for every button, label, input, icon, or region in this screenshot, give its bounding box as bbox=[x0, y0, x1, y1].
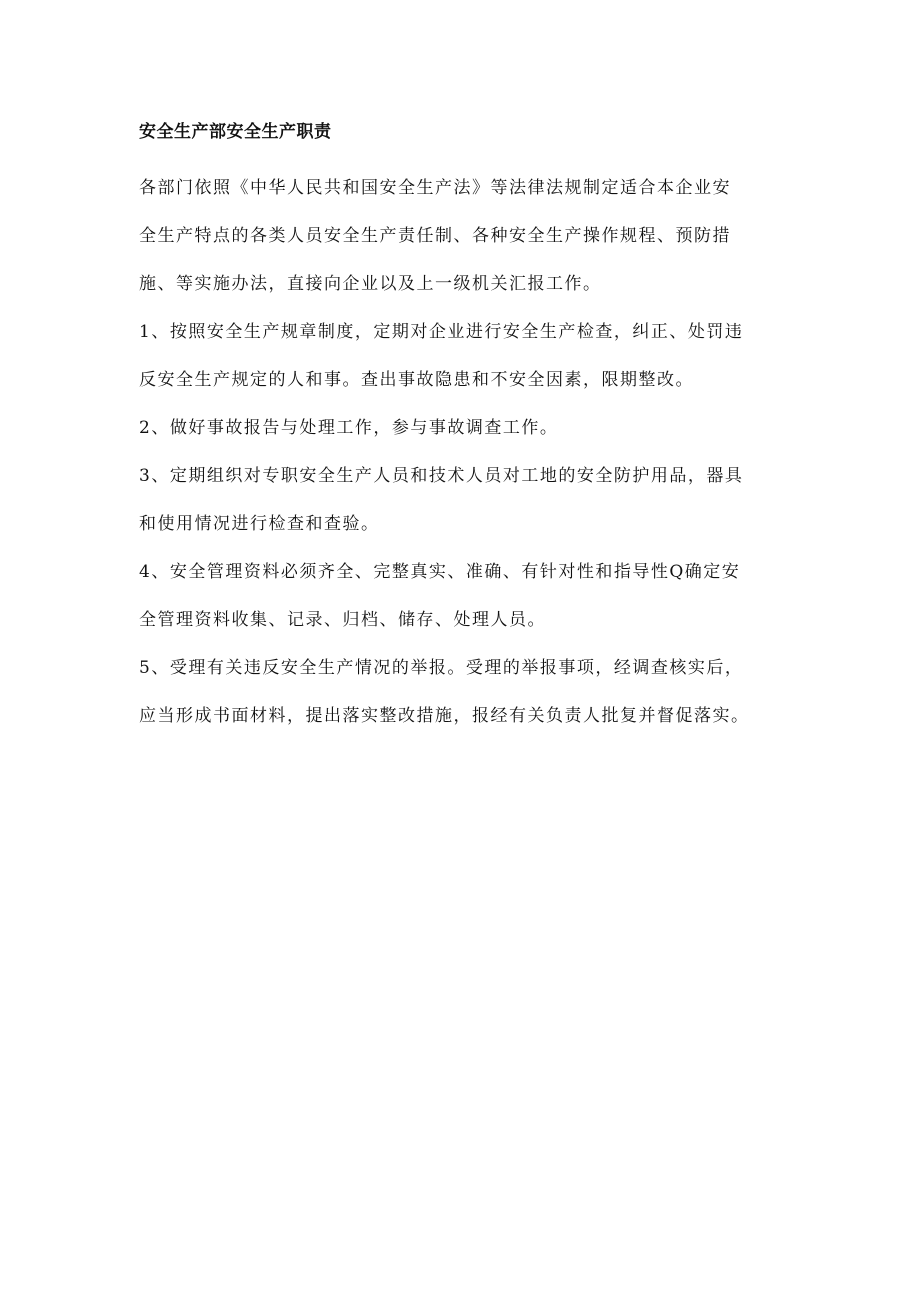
item-5-line-2: 应当形成书面材料，提出落实整改措施，报经有关负责人批复并督促落实。 bbox=[139, 706, 750, 726]
item-1-line-1: 1、按照安全生产规章制度，定期对企业进行安全生产检查，纠正、处罚违 bbox=[139, 322, 744, 342]
item-2-line-1: 2、做好事故报告与处理工作，参与事故调查工作。 bbox=[139, 418, 559, 438]
intro-line-3: 施、等实施办法，直接向企业以及上一级机关汇报工作。 bbox=[139, 274, 602, 294]
item-4-line-2: 全管理资料收集、记录、归档、储存、处理人员。 bbox=[139, 610, 546, 630]
item-5-line-1: 5、受理有关违反安全生产情况的举报。受理的举报事项，经调查核实后， bbox=[139, 658, 744, 678]
intro-line-2: 全生产特点的各类人员安全生产责任制、各种安全生产操作规程、预防措 bbox=[139, 226, 731, 246]
intro-line-1: 各部门依照《中华人民共和国安全生产法》等法律法规制定适合本企业安 bbox=[139, 178, 731, 198]
item-1-line-2: 反安全生产规定的人和事。查出事故隐患和不安全因素，限期整改。 bbox=[139, 370, 694, 390]
item-3-line-2: 和使用情况进行检查和查验。 bbox=[139, 514, 380, 534]
document-body bbox=[139, 118, 829, 740]
document-title: 安全生产部安全生产职责 bbox=[139, 122, 332, 142]
item-3-line-1: 3、定期组织对专职安全生产人员和技术人员对工地的安全防护用品，器具 bbox=[139, 466, 744, 486]
item-4-line-1: 4、安全管理资料必须齐全、完整真实、准确、有针对性和指导性Q确定安 bbox=[139, 562, 741, 582]
